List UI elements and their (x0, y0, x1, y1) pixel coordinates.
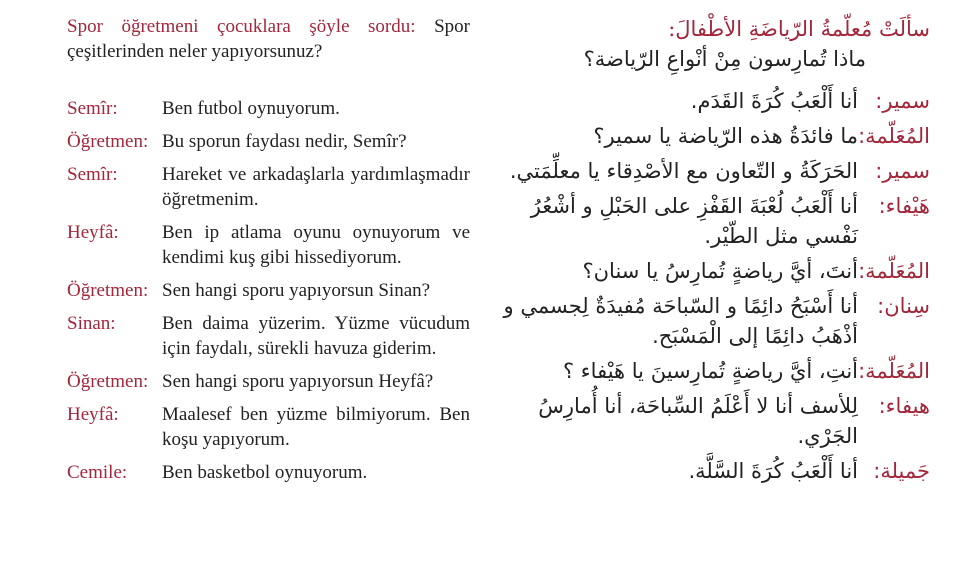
arabic-line (498, 356, 930, 386)
turkish-speaker: Öğretmen: (67, 131, 149, 152)
turkish-speaker: Heyfâ: (67, 404, 119, 425)
arabic-line (498, 191, 930, 251)
turkish-dialogue (60, 14, 470, 493)
arabic-speaker: هَيْفاء: (878, 194, 930, 218)
turkish-speaker: Öğretmen: (67, 371, 149, 392)
turkish-line-text: Sen hangi sporu yapıyorsun Sinan? (162, 280, 431, 301)
arabic-speaker: المُعَلّمة: (858, 359, 930, 383)
turkish-line (60, 278, 470, 303)
turkish-speaker: Cemile: (67, 462, 128, 483)
arabic-line (498, 456, 930, 486)
arabic-line-text: أنا أَلْعَبُ كُرَةَ القَدَم. (690, 89, 858, 113)
turkish-line-text: Ben daima yüzerim. Yüzme vücudum için faydalı, sürekli havuza giderim. (162, 313, 470, 359)
turkish-line (60, 369, 470, 394)
arabic-intro-question: ماذا تُمارِسون مِنْ أنْواعِ الرّياضة؟ (583, 47, 866, 71)
turkish-line-text: Ben ip atlama oyunu oynuyorum ve kendimi kuş gibi hissediyorum. (162, 222, 470, 268)
turkish-line-text: Hareket ve arkadaşlarla yardımlaşmadır öğretmenim. (162, 164, 470, 210)
turkish-line (60, 129, 470, 154)
turkish-line-text: Bu sporun faydası nedir, Semîr? (162, 131, 407, 152)
arabic-line-text: أنا أَسْبَحُ دائِمًا و السّباحَة مُفيدَةٌ لِجسمي و أذْهَبُ دائِمًا إلى الْمَسْبَح. (503, 294, 858, 348)
turkish-intro-question: Spor çeşitlerinden neler yapıyorsunuz? (67, 16, 470, 62)
arabic-line (498, 291, 930, 351)
turkish-line-text: Ben basketbol oynuyorum. (162, 462, 368, 483)
turkish-line (60, 220, 470, 270)
turkish-speaker: Semîr: (67, 164, 118, 185)
arabic-line-text: أنا أَلْعَبُ كُرَةَ السَّلَّة. (688, 459, 858, 483)
arabic-line-text: الحَرَكَةُ و التّعاون مع الأصْدِقاء يا معلِّمَتي. (509, 159, 858, 183)
arabic-line (498, 86, 930, 116)
arabic-intro-lead: سألَتْ مُعلّمةُ الرّياضَةِ الأطْفالَ: (668, 17, 930, 41)
turkish-line-text: Sen hangi sporu yapıyorsun Heyfâ? (162, 371, 434, 392)
arabic-line-text: أنتِ، أيَّ رياضةٍ تُمارِسينَ يا هَيْفاء ؟ (562, 359, 858, 383)
arabic-speaker: سمير: (875, 159, 930, 183)
turkish-line (60, 460, 470, 485)
turkish-line-text: Maalesef ben yüzme bilmiyorum. Ben koşu yapıyorum. (162, 404, 470, 450)
turkish-speaker: Öğretmen: (67, 280, 149, 301)
arabic-line-text: أنتَ، أيَّ رياضةٍ تُمارِسُ يا سنان؟ (582, 259, 858, 283)
arabic-speaker: سمير: (875, 89, 930, 113)
arabic-line (498, 156, 930, 186)
arabic-speaker: المُعَلّمة: (858, 259, 930, 283)
turkish-speaker: Semîr: (67, 98, 118, 119)
turkish-line (60, 311, 470, 361)
arabic-line-text: أنا أَلْعَبُ لُعْبَةَ القَفْزِ على الحَبْلِ و أشْعُرُ نَفْسي مثل الطّيْر. (530, 194, 858, 248)
turkish-line (60, 162, 470, 212)
turkish-line (60, 96, 470, 121)
arabic-speaker: هيفاء: (878, 394, 930, 418)
arabic-line (498, 121, 930, 151)
turkish-line (60, 402, 470, 452)
turkish-speaker: Sinan: (67, 313, 116, 334)
turkish-line-text: Ben futbol oynuyorum. (162, 98, 340, 119)
arabic-speaker: المُعَلّمة: (858, 124, 930, 148)
arabic-speaker: سِنان: (877, 294, 930, 318)
arabic-line-text: ما فائدَةُ هذه الرّياضة يا سمير؟ (593, 124, 858, 148)
arabic-line (498, 256, 930, 286)
turkish-speaker: Heyfâ: (67, 222, 119, 243)
arabic-speaker: جَميلة: (873, 459, 930, 483)
arabic-intro (498, 14, 930, 74)
arabic-dialogue (498, 14, 930, 491)
arabic-line-text: لِلأسف أنا لا أَعْلَمُ السِّباحَة، أنا أُمارِسُ الجَرْي. (538, 394, 858, 448)
arabic-line (498, 391, 930, 451)
turkish-intro (67, 14, 470, 64)
turkish-intro-lead: Spor öğretmeni çocuklara şöyle sordu: (67, 16, 416, 37)
